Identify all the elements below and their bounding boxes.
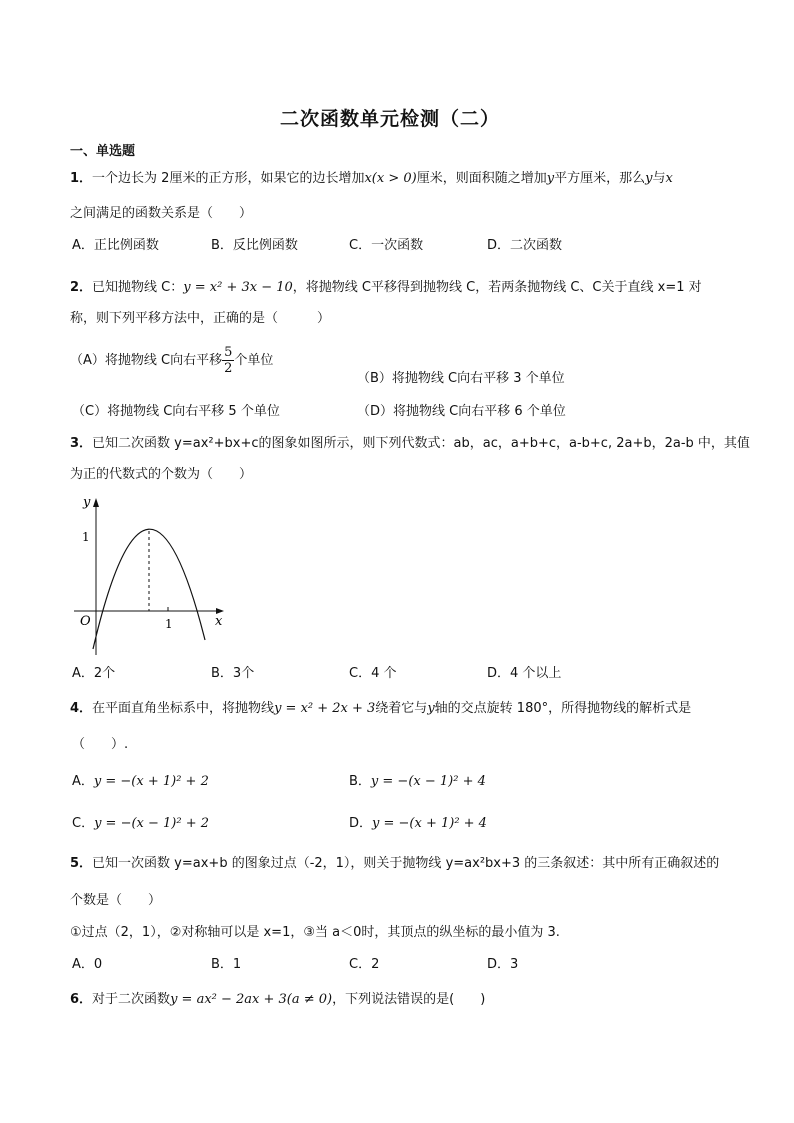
question-1-line-2: 之间满足的函数关系是（ ） [70,206,253,221]
math-expr: y = x² + 2x + 3 [274,701,376,716]
question-text: 轴的交点旋转 180°，所得抛物线的解析式是 [434,701,692,716]
question-6-line-1 [70,992,485,1008]
question-text: ，将抛物线 C平移得到抛物线 C，若两条抛物线 C、C关于直线 x=1 对 [292,280,702,295]
option-b: B．3个 [211,666,255,681]
y-axis-label: y [83,495,91,510]
question-text: 绕着它与 [375,701,428,716]
question-5-line-1 [70,856,719,872]
question-text: 对于二次函数 [92,992,171,1007]
option-d: D．4 个以上 [487,666,562,681]
y-axis-arrow [93,498,99,507]
question-number: 5． [70,856,93,871]
option-b: B．1 [211,957,242,972]
origin-label: O [80,614,91,629]
question-4-line-2: （ ）. [72,737,129,752]
question-text: 已知抛物线 C： [92,280,184,295]
fraction: $\frac{5}{2}$ [224,345,233,376]
x-axis-label: x [215,614,223,629]
math-expr: y = x² + 3x − 10 [183,280,293,295]
question-text: 与 [652,171,666,186]
question-number: 3． [70,436,93,451]
option-c: （C）将抛物线 C向右平移 5 个单位 [72,404,280,419]
section-heading: 一、单选题 [70,144,136,159]
option-a: A．y = −(x + 1)² + 2 [72,774,209,789]
question-number: 2． [70,280,93,295]
option-a: A．2个 [72,666,116,681]
math-expr: y = −(x + 1)² + 4 [372,816,487,831]
option-b: （B）将抛物线 C向右平移 3 个单位 [357,371,565,386]
question-4-line-1 [70,701,691,717]
parabola-curve [93,529,205,649]
question-number: 1． [70,171,93,186]
question-5-line-3: ①过点（2，1），②对称轴可以是 x=1，③当 a＜0时，其顶点的纵坐标的最小值为 3. [70,925,560,940]
question-text: 平方厘米，那么 [554,171,646,186]
option-a: （A）将抛物线 C向右平移 $\frac{5}{2}$ 个单位 [70,345,274,376]
question-2-line-2: 称，则下列平移方法中，正确的是（ ） [70,311,331,326]
math-expr: x(x > 0) [364,171,417,186]
question-3-line-2: 为正的代数式的个数为（ ） [70,467,253,482]
option-c: C．4 个 [349,666,397,681]
option-d: （D）将抛物线 C向右平移 6 个单位 [357,404,566,419]
question-text: 已知二次函数 y=ax²+bx+c的图象如图所示，则下列代数式：ab，ac，a+b+c，a-b+c, 2a+b，2a-b 中，其值 [92,436,750,451]
option-d: D．二次函数 [487,238,563,253]
option-a: A．0 [72,957,103,972]
x-tick-label: 1 [165,617,173,631]
math-expr: y = −(x + 1)² + 2 [93,774,209,789]
question-text: 已知一次函数 y=ax+b 的图象过点（-2，1），则关于抛物线 y=ax²bx+3 的三条叙述：其中所有正确叙述的 [92,856,720,871]
question-text: 在平面直角坐标系中，将抛物线 [92,701,275,716]
option-b: B．反比例函数 [211,238,298,253]
math-var: y [645,171,653,186]
question-number: 4． [70,701,93,716]
math-expr: y = −(x − 1)² + 2 [94,816,210,831]
option-d: D．y = −(x + 1)² + 4 [349,816,487,831]
question-5-line-2: 个数是（ ） [70,893,162,908]
option-d: D．3 [487,957,519,972]
parabola-graph [70,492,230,662]
math-expr: y = ax² − 2ax + 3(a ≠ 0) [170,992,333,1007]
question-1-line-1 [70,171,673,187]
option-c: C．一次函数 [349,238,424,253]
page-title: 二次函数单元检测（二） [280,108,501,130]
question-2-line-1 [70,280,702,296]
question-number: 6． [70,992,93,1007]
y-tick-label: 1 [82,530,90,544]
math-expr: y = −(x − 1)² + 4 [370,774,486,789]
option-c: C．y = −(x − 1)² + 2 [72,816,210,831]
question-3-line-1 [70,436,750,452]
option-c: C．2 [349,957,380,972]
option-a: A．正比例函数 [72,238,159,253]
question-text: 一个边长为 2厘米的正方形，如果它的边长增加 [92,171,365,186]
option-b: B．y = −(x − 1)² + 4 [349,774,486,789]
math-var: y [427,701,435,716]
math-var: x [665,171,673,186]
question-text: 厘米，则面积随之增加 [416,171,547,186]
question-text: ，下列说法错误的是( ) [332,992,486,1007]
math-var: y [546,171,555,186]
